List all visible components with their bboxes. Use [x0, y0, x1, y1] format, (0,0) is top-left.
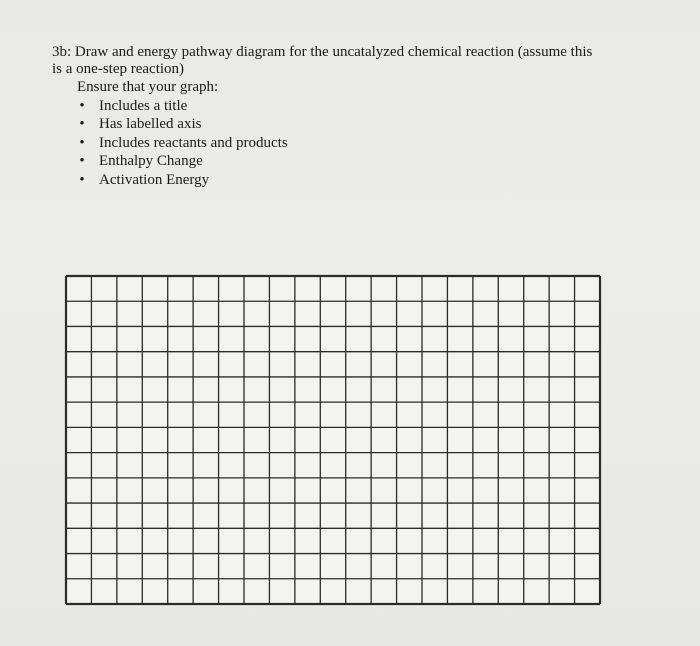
instructions	[77, 78, 288, 189]
list-item: • Has labelled axis	[77, 115, 288, 134]
bullet-icon: •	[79, 116, 85, 132]
question-line-2: is a one-step reaction)	[52, 61, 185, 77]
list-item: • Includes reactants and products	[77, 134, 288, 153]
grid-background	[66, 276, 600, 604]
list-item: • Includes a title	[77, 97, 288, 116]
grid-paper	[62, 272, 604, 608]
list-item: • Activation Energy	[77, 171, 288, 190]
list-item: • Enthalpy Change	[77, 152, 288, 171]
bullet-icon: •	[79, 97, 85, 114]
question-text	[52, 44, 632, 78]
bullet-icon: •	[79, 134, 85, 151]
graph-grid[interactable]	[62, 272, 604, 608]
question-line-1: 3b: Draw and energy pathway diagram for the uncatalyzed chemical reaction (assume this	[52, 44, 593, 60]
requirements-list	[77, 97, 288, 190]
bullet-icon: •	[79, 171, 85, 188]
bullet-icon: •	[79, 153, 85, 169]
instructions-heading: Ensure that your graph:	[77, 79, 219, 95]
